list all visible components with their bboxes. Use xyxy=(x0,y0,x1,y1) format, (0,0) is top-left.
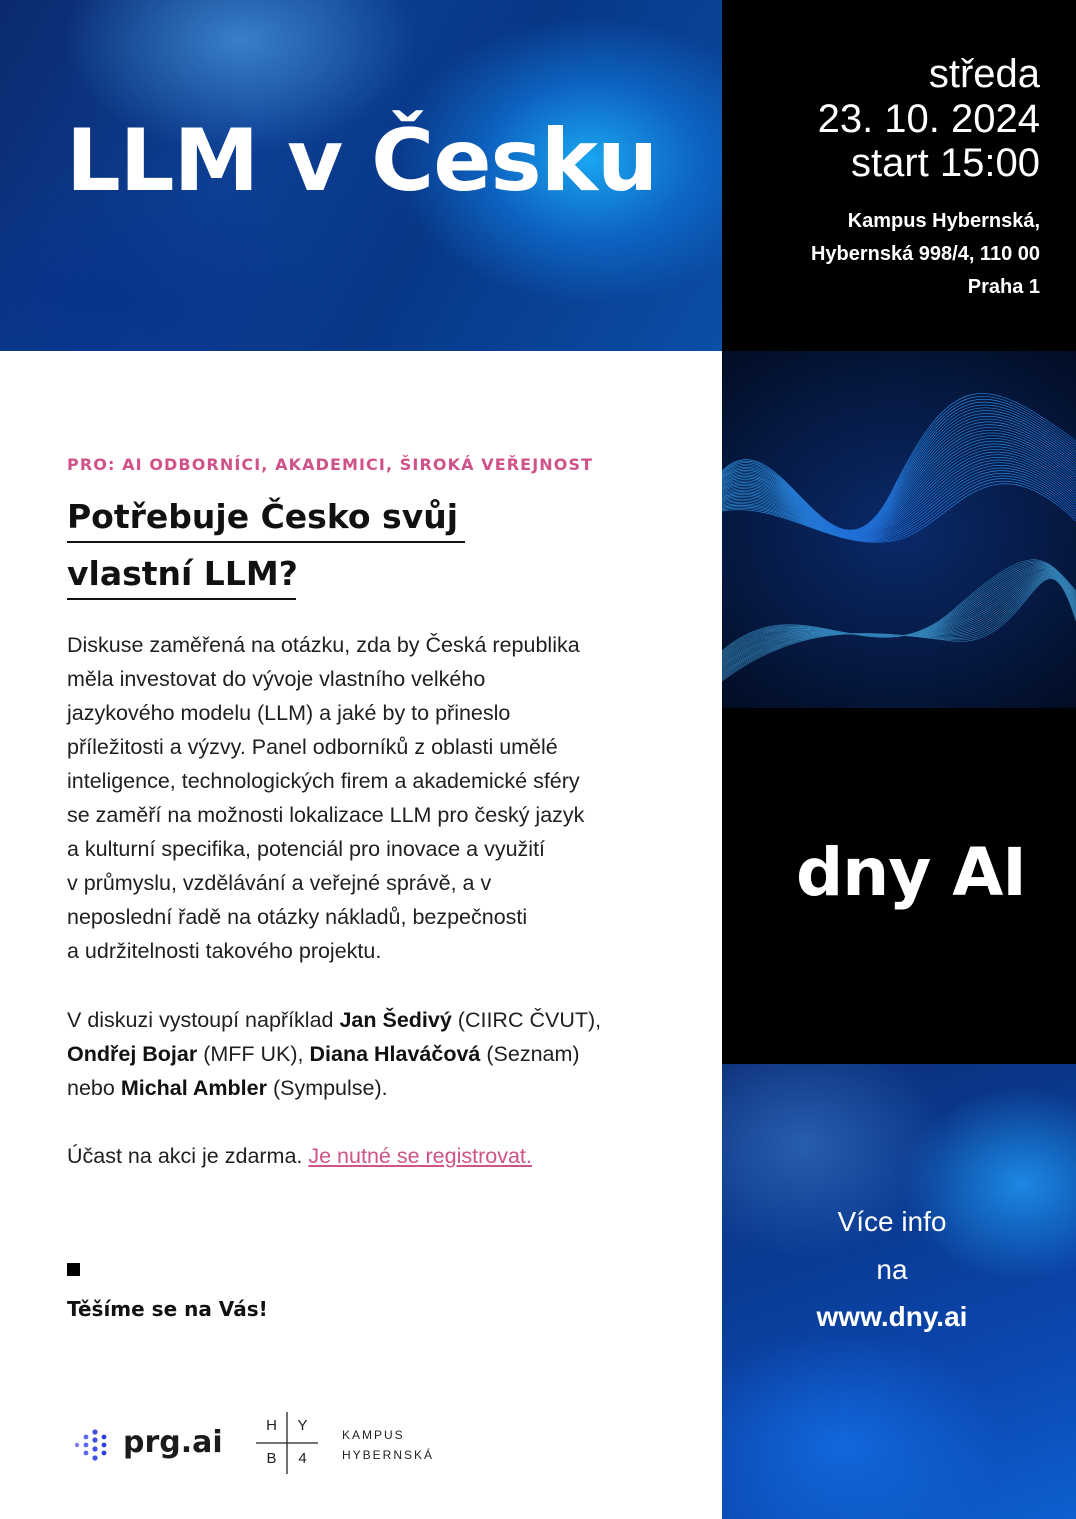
speaker-name: Diana Hlaváčová xyxy=(309,1042,481,1066)
registration-text: Účast na akci je zdarma. xyxy=(67,1144,309,1168)
description-line: měla investovat do vývoje vlastního velkého xyxy=(67,667,486,691)
description-line: v průmyslu, vzdělávání a veřejné správě, a v xyxy=(67,871,492,895)
square-bullet-icon xyxy=(67,1263,80,1276)
speaker-name: Jan Šedivý xyxy=(339,1008,452,1032)
kampus-hybernska-logo xyxy=(256,1412,456,1474)
question-heading-line: vlastní LLM? xyxy=(67,557,296,600)
more-info-line: na xyxy=(876,1254,908,1285)
hyb-logo-name xyxy=(342,1425,434,1465)
dny-ai-logo: dny AI xyxy=(796,834,1026,911)
event-title: LLM v Česku xyxy=(66,111,658,211)
hyb-cell: Y xyxy=(297,1417,308,1434)
speaker-org: (Seznam) xyxy=(480,1042,580,1066)
address-line: Kampus Hybernská, xyxy=(847,210,1040,232)
speakers-line xyxy=(67,1071,652,1105)
speakers-joiner: nebo xyxy=(67,1076,121,1100)
speaker-org: (Sympulse). xyxy=(266,1076,388,1100)
description-line: příležitosti a výzvy. Panel odborníků z oblasti umělé xyxy=(67,735,558,759)
speaker-name: Michal Ambler xyxy=(120,1076,267,1100)
address-line: Praha 1 xyxy=(967,276,1040,298)
speakers-paragraph xyxy=(67,1003,652,1105)
more-info-panel xyxy=(722,1064,1076,1519)
address-line: Hybernská 998/4, 110 00 xyxy=(810,243,1040,265)
event-date: 23. 10. 2024 xyxy=(817,97,1040,141)
brand-panel xyxy=(722,708,1076,1064)
description-line: a kulturní specifika, potenciál pro inovace a využití xyxy=(67,837,546,861)
audience-label: PRO: AI ODBORNÍCI, AKADEMICI, ŠIROKÁ VEŘEJNOST xyxy=(67,455,594,474)
closing-text: Těšíme se na Vás! xyxy=(67,1297,268,1321)
description-line: Diskuse zaměřená na otázku, zda by Česká republika xyxy=(67,633,580,657)
hyb-cell: B xyxy=(266,1450,277,1467)
registration-link[interactable]: Je nutné se registrovat. xyxy=(308,1144,532,1168)
question-heading-line: Potřebuje Česko svůj xyxy=(67,500,465,543)
description-line: a udržitelnosti takového projektu. xyxy=(67,939,382,963)
speakers-line xyxy=(67,1037,652,1071)
speakers-line xyxy=(67,1003,652,1037)
description-line: jazykového modelu (LLM) a jaké by to přineslo xyxy=(67,701,511,725)
speaker-org: (MFF UK), xyxy=(197,1042,310,1066)
description-line: se zaměří na možnosti lokalizace LLM pro český jazyk xyxy=(67,803,585,827)
hyb-grid-icon xyxy=(256,1412,318,1474)
speakers-intro: V diskuzi vystoupí například xyxy=(67,1008,340,1032)
hyb-cell: 4 xyxy=(298,1450,307,1467)
event-day: středa xyxy=(928,52,1040,96)
hyb-cell: H xyxy=(266,1417,277,1434)
description-line: inteligence, technologických firem a akademické sféry xyxy=(67,769,580,793)
abstract-waves-image xyxy=(722,351,1076,708)
more-info-line: Více info xyxy=(837,1206,947,1237)
description-line: neposlední řadě na otázky nákladů, bezpečnosti xyxy=(67,905,528,929)
hyb-name-line: KAMPUS xyxy=(342,1428,405,1442)
hero-banner xyxy=(0,0,722,351)
event-info-panel xyxy=(722,0,1076,351)
prg-dots-icon xyxy=(73,1428,113,1462)
registration-note xyxy=(67,1139,532,1173)
prg-logo-text: prg.ai xyxy=(123,1425,223,1460)
website-link[interactable]: www.dny.ai xyxy=(816,1301,968,1332)
speaker-org: (CIIRC ČVUT), xyxy=(451,1008,602,1032)
speaker-name: Ondřej Bojar xyxy=(67,1042,198,1066)
waves-graphic xyxy=(722,351,1076,708)
hyb-name-line: HYBERNSKÁ xyxy=(342,1448,435,1462)
event-start-time: start 15:00 xyxy=(850,141,1040,185)
description xyxy=(67,628,652,968)
